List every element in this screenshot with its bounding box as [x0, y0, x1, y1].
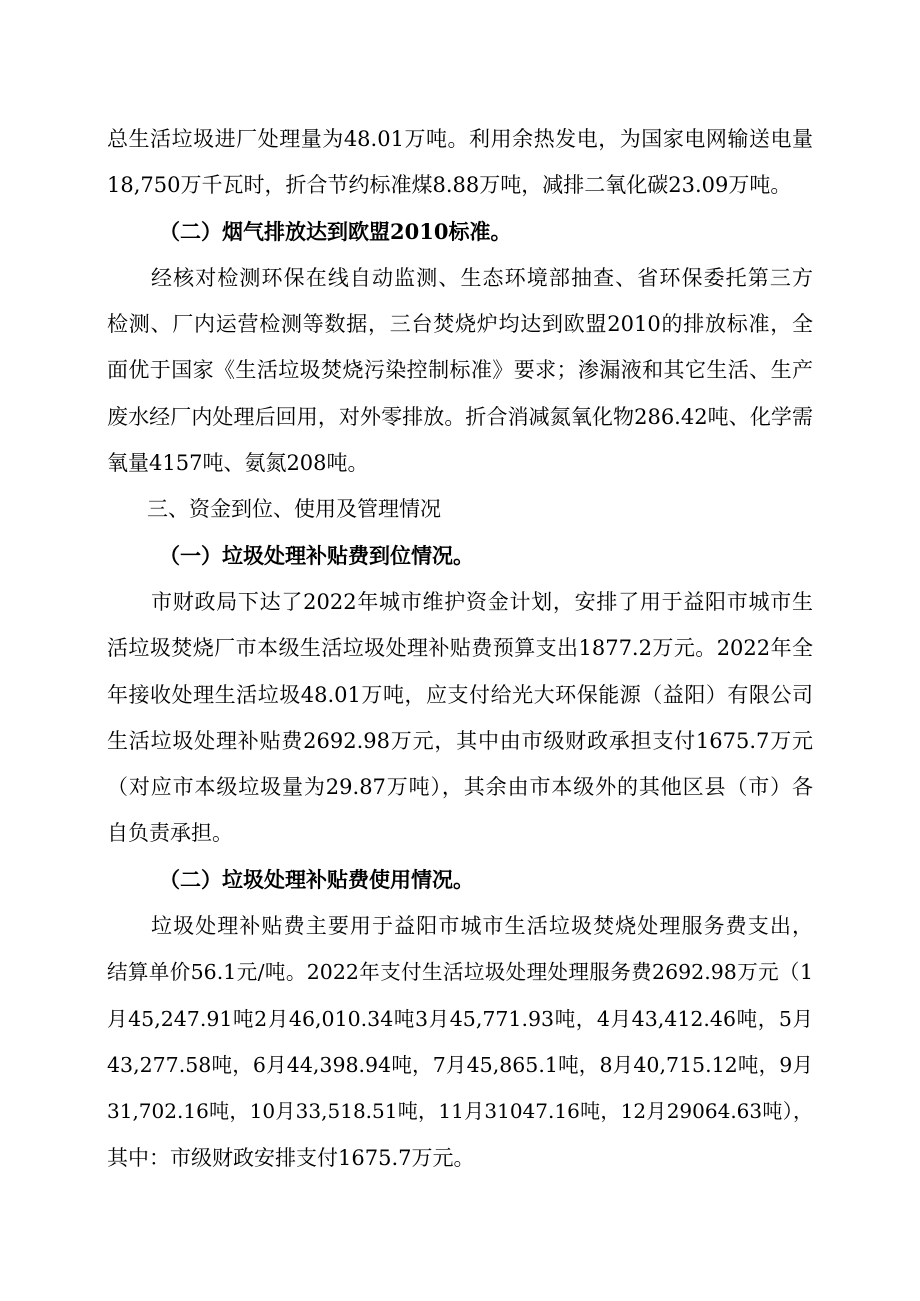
paragraph-line: 氧量4157吨、氨氮208吨。 — [107, 451, 369, 476]
section-heading-subsidy-usage: （二）垃圾处理补贴费使用情况。 — [159, 866, 474, 892]
paragraph-line: 年接收处理生活垃圾48.01万吨，应支付给光大环保能源（益阳）有限公司 — [107, 682, 813, 707]
paragraph-line: 垃圾处理补贴费主要用于益阳市城市生活垃圾焚烧处理服务费支出， — [151, 914, 813, 939]
section-heading-funds: 三、资金到位、使用及管理情况 — [147, 497, 441, 522]
paragraph-line: 活垃圾焚烧厂市本级生活垃圾处理补贴费预算支出1877.2万元。2022年全 — [107, 636, 813, 661]
document-body — [107, 116, 813, 1181]
section-heading-flue-gas: （二）烟气排放达到欧盟2010标准。 — [159, 218, 512, 244]
paragraph-line: 18,750万千瓦时，折合节约标准煤8.88万吨，减排二氧化碳23.09万吨。 — [107, 173, 792, 198]
paragraph-line: 43,277.58吨，6月44,398.94吨，7月45,865.1吨，8月40,715.12吨，9月 — [107, 1052, 813, 1077]
paragraph-line: 结算单价56.1元/吨。2022年支付生活垃圾处理处理服务费2692.98万元（1 — [107, 960, 813, 985]
paragraph-line: 面优于国家《生活垃圾焚烧污染控制标准》要求；渗漏液和其它生活、生产 — [107, 358, 813, 383]
paragraph-line: 生活垃圾处理补贴费2692.98万元，其中由市级财政承担支付1675.7万元 — [107, 728, 813, 753]
paragraph-line: 其中：市级财政安排支付1675.7万元。 — [107, 1145, 475, 1170]
paragraph-line: 市财政局下达了2022年城市维护资金计划，安排了用于益阳市城市生 — [151, 589, 813, 614]
paragraph-line: （对应市本级垃圾量为29.87万吨），其余由市本级外的其他区县（市）各 — [107, 775, 813, 800]
paragraph-line: 31,702.16吨，10月33,518.51吨，11月31047.16吨，12月29064.63吨）， — [107, 1099, 813, 1124]
paragraph-line: 月45,247.91吨2月46,010.34吨3月45,771.93吨，4月43,412.46吨，5月 — [107, 1006, 813, 1031]
paragraph-line: 废水经厂内处理后回用，对外零排放。折合消减氮氧化物286.42吨、化学需 — [107, 404, 813, 429]
paragraph-line: 经核对检测环保在线自动监测、生态环境部抽查、省环保委托第三方 — [151, 265, 813, 290]
paragraph-line: 自负责承担。 — [107, 821, 233, 846]
paragraph-line: 检测、厂内运营检测等数据，三台焚烧炉均达到欧盟2010的排放标准，全 — [107, 312, 813, 337]
paragraph-line: 总生活垃圾进厂处理量为48.01万吨。利用余热发电，为国家电网输送电量 — [107, 127, 813, 151]
section-heading-subsidy-arrival: （一）垃圾处理补贴费到位情况。 — [159, 542, 474, 568]
